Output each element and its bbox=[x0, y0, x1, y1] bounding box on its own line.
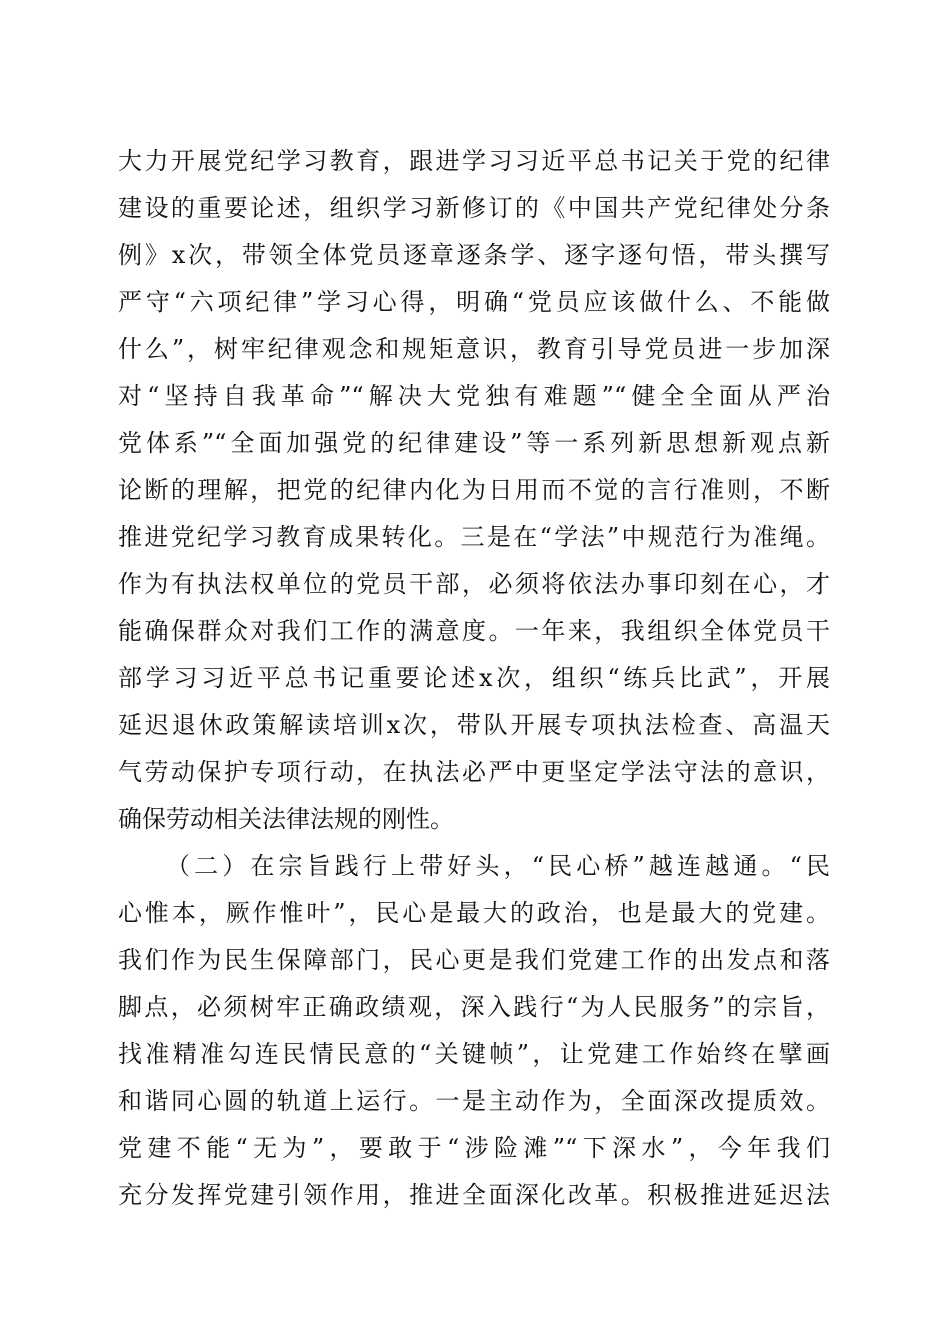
section-heading-line: （二）在宗旨践行上带好头，“民心桥”越连越通。“民 bbox=[166, 852, 830, 880]
text-line: 党建不能“无为”，要敢于“涉险滩”“下深水”，今年我们 bbox=[118, 1134, 830, 1162]
text-line: 推进党纪学习教育成果转化。三是在“学法”中规范行为准绳。 bbox=[118, 523, 830, 551]
text-line: 气劳动保护专项行动，在执法必严中更坚定学法守法的意识， bbox=[118, 758, 830, 786]
text-line: 确保劳动相关法律法规的刚性。 bbox=[118, 805, 454, 833]
text-line: 例》x次，带领全体党员逐章逐条学、逐字逐句悟，带头撰写 bbox=[118, 241, 830, 269]
text-line: 能确保群众对我们工作的满意度。一年来，我组织全体党员干 bbox=[118, 617, 830, 645]
text-line: 和谐同心圆的轨道上运行。一是主动作为，全面深改提质效。 bbox=[118, 1087, 830, 1115]
text-line: 充分发挥党建引领作用，推进全面深化改革。积极推进延迟法 bbox=[118, 1181, 830, 1209]
text-line: 党体系”“全面加强党的纪律建设”等一系列新思想新观点新 bbox=[118, 429, 830, 457]
text-line: 建设的重要论述，组织学习新修订的《中国共产党纪律处分条 bbox=[118, 194, 830, 222]
document-body bbox=[118, 138, 830, 1219]
text-line: 找准精准勾连民情民意的“关键帧”，让党建工作始终在擘画 bbox=[118, 1040, 830, 1068]
text-line: 大力开展党纪学习教育，跟进学习习近平总书记关于党的纪律 bbox=[118, 147, 830, 175]
text-line: 对“坚持自我革命”“解决大党独有难题”“健全全面从严治 bbox=[118, 382, 830, 410]
text-line: 延迟退休政策解读培训x次，带队开展专项执法检查、高温天 bbox=[118, 711, 830, 739]
text-line: 严守“六项纪律”学习心得，明确“党员应该做什么、不能做 bbox=[118, 288, 830, 316]
text-line: 脚点，必须树牢正确政绩观，深入践行“为人民服务”的宗旨， bbox=[118, 993, 830, 1021]
text-line: 部学习习近平总书记重要论述x次，组织“练兵比武”，开展 bbox=[118, 664, 830, 692]
text-line: 我们作为民生保障部门，民心更是我们党建工作的出发点和落 bbox=[118, 946, 830, 974]
paragraph-2 bbox=[118, 843, 830, 1219]
text-line: 作为有执法权单位的党员干部，必须将依法办事印刻在心，才 bbox=[118, 570, 830, 598]
text-line: 什么”，树牢纪律观念和规矩意识，教育引导党员进一步加深 bbox=[118, 335, 830, 363]
paragraph-1 bbox=[118, 138, 830, 843]
text-line: 心惟本，厥作惟叶”，民心是最大的政治，也是最大的党建。 bbox=[118, 899, 830, 927]
text-line: 论断的理解，把党的纪律内化为日用而不觉的言行准则，不断 bbox=[118, 476, 830, 504]
